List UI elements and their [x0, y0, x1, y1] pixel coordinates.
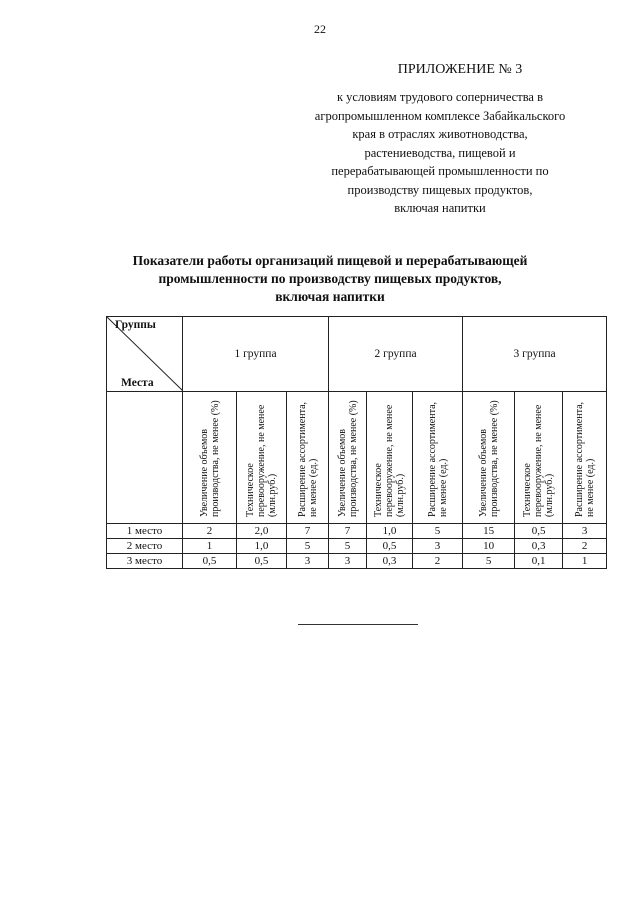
- indicator-label: Расширение ассортимента, не менее (ед.): [296, 401, 319, 517]
- value-cell: 3: [329, 554, 367, 569]
- appendix-subtitle-line: растениеводства, пищевой и: [364, 145, 516, 160]
- indicator-header: [287, 392, 329, 524]
- value-cell: 1,0: [237, 539, 287, 554]
- value-cell: 3: [287, 554, 329, 569]
- indicator-label: Техническое перевооружение, не менее (млн.руб.): [522, 404, 556, 517]
- value-cell: 0,5: [237, 554, 287, 569]
- appendix-subtitle-line: агропромышленном комплексе Забайкальского: [314, 108, 566, 123]
- appendix-subtitle-line: перерабатывающей промышленности по: [331, 164, 549, 178]
- group-2-header: 2 группа: [329, 317, 463, 392]
- value-cell: 2: [413, 554, 463, 569]
- appendix-subtitle: [300, 88, 580, 218]
- place-label: 1 место: [107, 524, 183, 539]
- appendix-subtitle-line: включая напитки: [394, 201, 486, 215]
- value-cell: 0,3: [367, 554, 413, 569]
- indicator-header: [515, 392, 563, 524]
- value-cell: 0,5: [367, 539, 413, 554]
- indicator-label: Техническое перевооружение, не менее (млн.руб.): [245, 404, 278, 517]
- value-cell: 0,3: [515, 539, 563, 554]
- indicator-header: [463, 392, 515, 524]
- table-row: [107, 539, 607, 554]
- value-cell: 5: [329, 539, 367, 554]
- empty-header-cell: [107, 392, 183, 524]
- value-cell: 5: [413, 524, 463, 539]
- indicator-header: [237, 392, 287, 524]
- appendix-title: ПРИЛОЖЕНИЕ № 3: [397, 62, 523, 77]
- indicator-label: Техническое перевооружение, не менее (млн.руб.): [373, 404, 407, 517]
- indicator-label: Увеличение объемов производства, не менее (%): [336, 400, 359, 517]
- indicator-header: [563, 392, 607, 524]
- appendix-subtitle-line: к условиям трудового соперничества в: [336, 90, 544, 104]
- corner-places-label: Места: [121, 377, 154, 389]
- value-cell: 10: [463, 539, 515, 554]
- appendix-subtitle-line: производству пищевых продуктов,: [347, 182, 533, 197]
- place-label: 3 место: [107, 554, 183, 569]
- value-cell: 2: [183, 524, 237, 539]
- value-cell: 1: [183, 539, 237, 554]
- corner-groups-label: Группы: [115, 319, 156, 331]
- place-label: 2 место: [107, 539, 183, 554]
- value-cell: 0,5: [183, 554, 237, 569]
- value-cell: 5: [287, 539, 329, 554]
- value-cell: 15: [463, 524, 515, 539]
- indicator-label: Расширение ассортимента, не менее (ед.): [426, 401, 449, 517]
- value-cell: 0,1: [515, 554, 563, 569]
- value-cell: 3: [413, 539, 463, 554]
- value-cell: 7: [287, 524, 329, 539]
- document-title: [110, 252, 550, 306]
- table-corner-cell: [107, 317, 183, 392]
- group-3-header: 3 группа: [463, 317, 607, 392]
- value-cell: 5: [463, 554, 515, 569]
- value-cell: 2,0: [237, 524, 287, 539]
- closing-rule: [298, 624, 418, 625]
- value-cell: 0,5: [515, 524, 563, 539]
- indicators-table: [106, 316, 607, 569]
- indicator-label: Расширение ассортимента, не менее (ед.): [573, 401, 596, 517]
- indicator-header: [413, 392, 463, 524]
- appendix-subtitle-line: края в отраслях животноводства,: [352, 127, 528, 141]
- indicator-header: [367, 392, 413, 524]
- title-line: включая напитки: [275, 289, 385, 304]
- indicator-header: [183, 392, 237, 524]
- value-cell: 1,0: [367, 524, 413, 539]
- indicator-header: [329, 392, 367, 524]
- value-cell: 2: [563, 539, 607, 554]
- value-cell: 7: [329, 524, 367, 539]
- title-line: Показатели работы организаций пищевой и перерабатывающей: [132, 253, 528, 268]
- page-number: 22: [314, 22, 326, 36]
- value-cell: 1: [563, 554, 607, 569]
- indicator-label: Увеличение объемов производства, не менее (%): [198, 400, 221, 517]
- group-1-header: 1 группа: [183, 317, 329, 392]
- table-row: [107, 554, 607, 569]
- title-line: промышленности по производству пищевых продуктов,: [158, 271, 502, 286]
- value-cell: 3: [563, 524, 607, 539]
- indicator-label: Увеличение объемов производства, не менее (%): [477, 400, 500, 517]
- table-row: [107, 524, 607, 539]
